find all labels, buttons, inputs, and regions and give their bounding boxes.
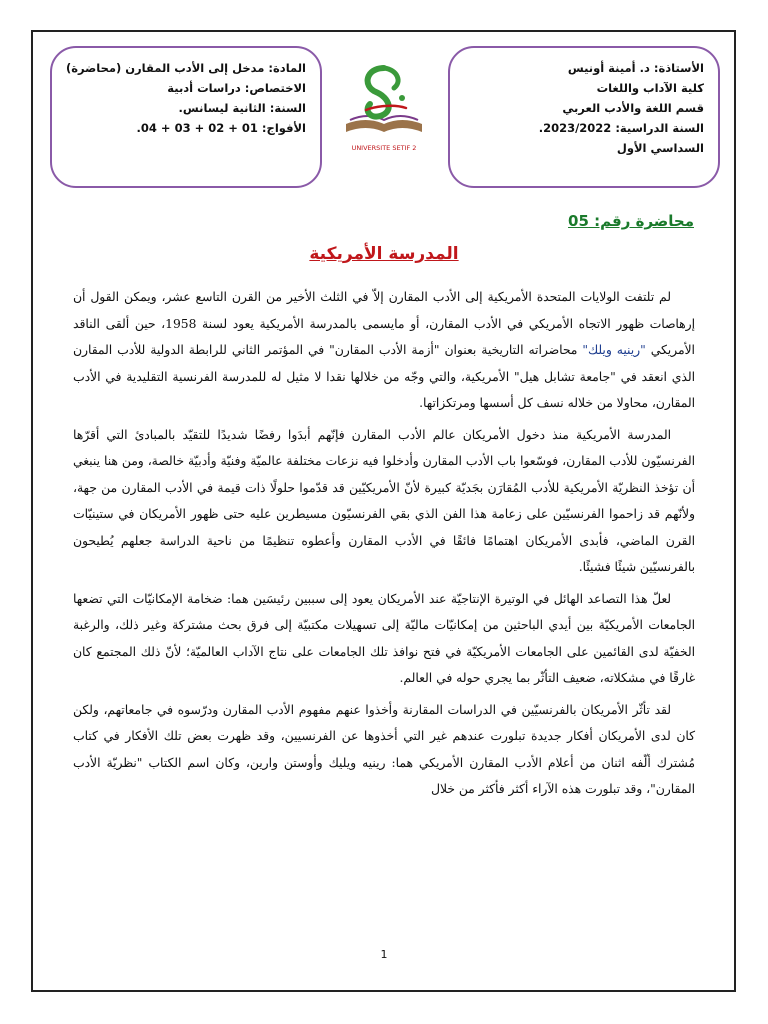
academic-year: السنة الدراسية: 2023/2022. bbox=[538, 121, 704, 135]
paragraph-4: لقد تأثّر الأمريكان بالفرنسيّين في الدراسات المقارنة وأخذوا عنهم مفهوم الأدب المقارن ودرّسوه في جامعاتهم، ولكن كان لدى الأمريكان أفكار جديدة تبلورت عندهم غير التي أخذوها عن الفرنسيين، وقد ظهرت بعض تلك الأفكار في كتاب مُشترك ألّفه اثنان من أعلام الأدب المقارن الأمريكي هما: رينيه ويليك وأوستن وارين، وكان اسم الكتاب "نظريّة الأدب المقارن"، وقد تبلورت هذه الآراء أكثر فأكثر من خلال bbox=[73, 702, 695, 796]
course-subject: المادة: مدخل إلى الأدب المقارن (محاضرة) bbox=[65, 61, 306, 75]
calligraphy-dot bbox=[399, 95, 405, 101]
paragraph-1-end: محاضراته التاريخية بعنوان "أزمة الأدب المقارن" في المؤتمر الثاني للرابطة الدولية للأدب المقارن الذي انعقد في "جامعة تشابل هيل" الأمريكية، والتي وجّه من خلالها نقدا لا مثيل له للمدرسة الفرنسية التقليدية في الأدب المقارن، محاولا من خلاله نسف كل أسسها ومرتكزاتها. bbox=[73, 343, 695, 410]
page-number: 1 bbox=[380, 948, 388, 961]
logo-caption: UNIVERSITE SETIF 2 bbox=[351, 144, 417, 152]
critic-name: "رينيه ويلك" bbox=[582, 343, 646, 357]
lecture-number: محاضرة رقم: 05 bbox=[568, 212, 694, 230]
lecture-body bbox=[73, 284, 695, 808]
university-logo bbox=[336, 58, 432, 162]
header-info-professor bbox=[448, 46, 720, 188]
paragraph-1-start: لم تلتفت الولايات المتحدة الأمريكية إلى الأدب المقارن إلاّ في الثلث الأخير من القرن التاسع عشر، ويمكن القول أن إرهاصات ظهور الاتجاه الأمريكي في الأدب المقارن، أو مايسمى بالمدرسة الأمريكية يعود لسنة 1958، حين ألقى الناقد الأمريكي bbox=[73, 290, 695, 357]
faculty-name: كلية الآداب واللغات bbox=[596, 81, 704, 95]
book-icon bbox=[346, 120, 422, 132]
calligraphy-swirl-top bbox=[384, 68, 398, 88]
semester: السداسي الأول bbox=[616, 141, 704, 155]
professor-name: الأستاذة: د. أمينة أونيس bbox=[567, 61, 704, 75]
header-info-course bbox=[50, 46, 322, 188]
course-groups: الأفواج: 01 + 02 + 03 + 04. bbox=[136, 121, 306, 135]
department-name: قسم اللغة والأدب العربي bbox=[562, 101, 704, 115]
course-specialty: الاختصاص: دراسات أدبية bbox=[167, 81, 306, 95]
lecture-title: المدرسة الأمريكية bbox=[309, 244, 459, 264]
paragraph-2: المدرسة الأمريكية منذ دخول الأمريكان عالم الأدب المقارن فإنّهم أبدَوا رفضًا شديدًا للتقيّد بالمبادئ التي أقرّها الفرنسيّون للأدب المقارن، فوسّعوا باب الأدب المقارن وأدخلوا فيه نزعات مختلفة عالميّة وفنيّة وأدبيّة خالصة، ومن هنا ينبغي أن تؤخذ النظريّة الأمريكية للأدب المُقارَن بجَديّة كبيرة لأنّ الأمريكيّين قد قدّموا حلولًا ذات قيمة في الأدب المقارن من جهة، ولأنّهم قد زاحموا الفرنسيّين على زعامة هذا الفن الذي بقي الفرنسيّون مسيطرين عليه حتى ظهور الأمريكان في ستينيّات القرن الماضي، فأبدى الأمريكان اهتمامًا فائقًا في الأدب المقارن وأعطوه تنظيمًا من ناحية الدراسة جعلهم يُطيحون بالفرنسيّين شيئًا فشيئًا. bbox=[73, 427, 695, 574]
course-year: السنة: الثانية ليسانس. bbox=[178, 101, 306, 115]
paragraph-3: لعلّ هذا التصاعد الهائل في الوتيرة الإنتاجيّة عند الأمريكان يعود إلى سببين رئيسَين هما: ضخامة الإمكانيّات التي تضعها الجامعات الأمريكيّة بين أيدي الباحثين من إمكانيّات ماليّة إلى تسهيلات مكتبيّة إلى فرق بحث مشتركة وغير ذلك، والرغبة الخفيّة لدى القائمين على الجامعات الأمريكيّة في فتح نوافذ تلك الجامعات على نتاج الآداب العالميّة؛ لأنّ ذلك المجتمع كان غارقًا في مشكلاته، ضعيف التأثّر بما يجري حوله في العالم. bbox=[73, 591, 695, 685]
paragraph-1 bbox=[73, 284, 695, 417]
